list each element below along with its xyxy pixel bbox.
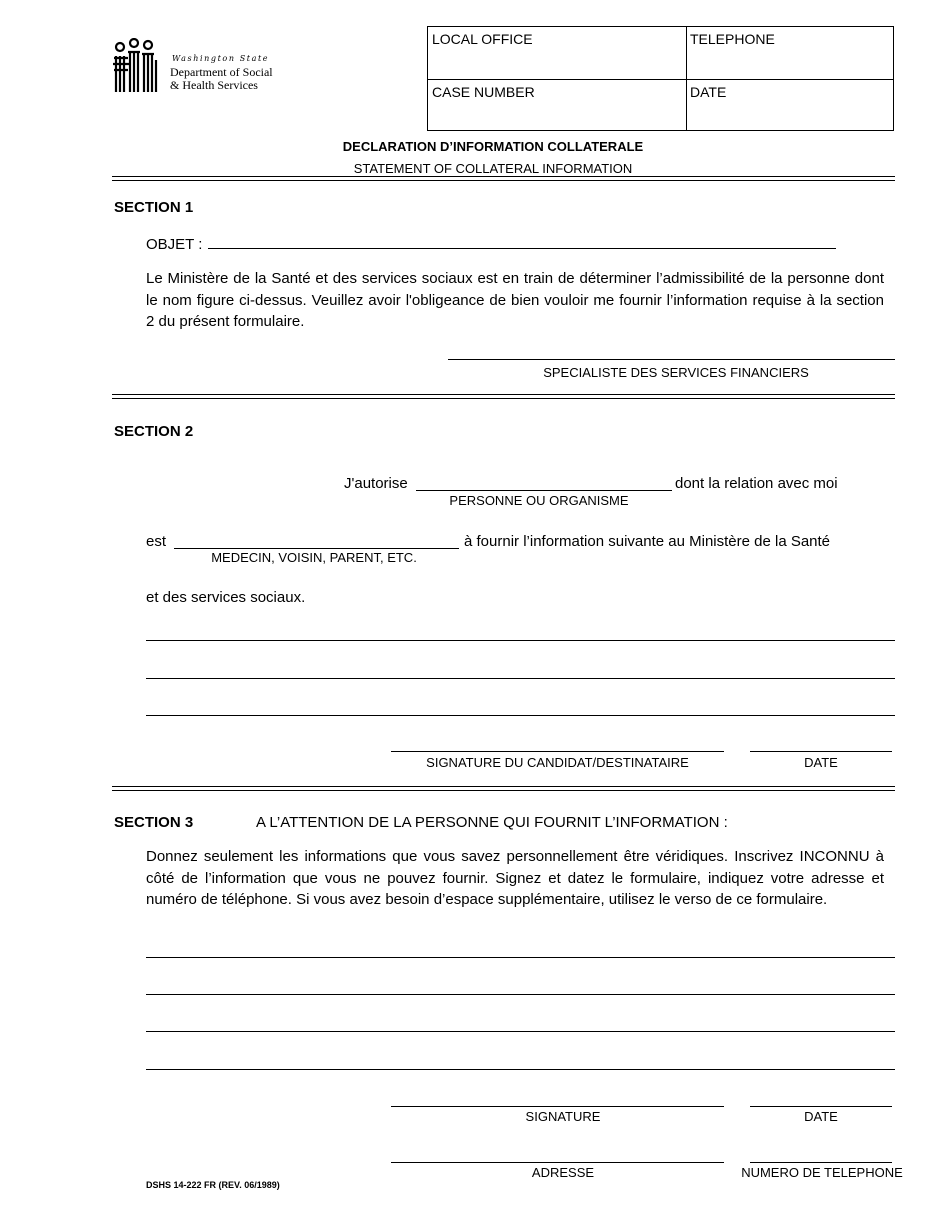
- section-1-divider: [112, 394, 895, 399]
- specialist-signature-line[interactable]: [448, 359, 895, 360]
- local-office-label: LOCAL OFFICE: [432, 31, 533, 47]
- response-line[interactable]: [146, 1031, 895, 1032]
- applicant-signature-line[interactable]: [391, 751, 724, 752]
- relation-caption: MEDECIN, VOISIN, PARENT, ETC.: [211, 550, 417, 565]
- local-office-field[interactable]: [428, 27, 686, 79]
- section-1-heading: SECTION 1: [114, 199, 194, 216]
- provider-signature-line[interactable]: [391, 1106, 724, 1107]
- information-line[interactable]: [146, 715, 895, 716]
- provide-text: à fournir l’information suivante au Ministère de la Santé: [464, 533, 831, 550]
- authorize-label: J'autorise: [344, 475, 408, 492]
- applicant-date-line[interactable]: [750, 751, 892, 752]
- applicant-signature-caption: SIGNATURE DU CANDIDAT/DESTINATAIRE: [426, 755, 689, 770]
- information-line[interactable]: [146, 678, 895, 679]
- person-organization-caption: PERSONNE OU ORGANISME: [449, 493, 629, 508]
- header-date-label: DATE: [690, 84, 727, 100]
- telephone-label: TELEPHONE: [690, 31, 775, 47]
- specialist-caption: SPECIALISTE DES SERVICES FINANCIERS: [543, 365, 809, 380]
- people-logo-icon: [110, 38, 166, 94]
- est-label: est: [146, 533, 167, 550]
- section-2-divider: [112, 786, 895, 791]
- section-2-heading: SECTION 2: [114, 423, 194, 440]
- response-line[interactable]: [146, 994, 895, 995]
- relation-input-line[interactable]: [174, 548, 459, 549]
- person-organization-input-line[interactable]: [416, 490, 672, 491]
- address-caption: ADRESSE: [531, 1165, 595, 1180]
- services-text: et des services sociaux.: [146, 589, 306, 606]
- objet-label: OBJET :: [146, 236, 203, 253]
- applicant-date-caption: DATE: [804, 755, 838, 770]
- section-1-paragraph: Le Ministère de la Santé et des services sociaux est en train de déterminer l’admissibilité de la personne dont le nom figure ci-dessus. Veuillez avoir l'obligeance de bien vouloir me fournir l’information requise à la section 2 du présent formulaire.: [146, 270, 884, 330]
- form-number: DSHS 14-222 FR (REV. 06/1989): [146, 1180, 280, 1190]
- logo-department-name: Department of Social & Health Services: [170, 65, 273, 92]
- address-line[interactable]: [391, 1162, 724, 1163]
- case-number-field[interactable]: [428, 80, 686, 130]
- response-line[interactable]: [146, 1069, 895, 1070]
- response-line[interactable]: [146, 957, 895, 958]
- logo-state-text: Washington State: [172, 54, 270, 63]
- information-line[interactable]: [146, 640, 895, 641]
- telephone-field[interactable]: [686, 27, 893, 79]
- form-title-fr: DECLARATION D’INFORMATION COLLATERALE: [342, 139, 644, 154]
- provider-date-line[interactable]: [750, 1106, 892, 1107]
- header-info-box: [427, 26, 894, 131]
- provider-signature-caption: SIGNATURE: [525, 1109, 601, 1124]
- provider-date-caption: DATE: [804, 1109, 838, 1124]
- header-date-field[interactable]: [686, 80, 893, 130]
- section-3-paragraph: Donnez seulement les informations que vous savez personnellement être véridiques. Inscrivez INCONNU à côté de l’information que vous ne pouvez fournir. Signez et datez le formulaire, indiquez votre adresse et numéro de téléphone. Si vous avez besoin d’espace supplémentaire, utilisez le verso de ce formulaire.: [146, 848, 884, 908]
- attention-text: A L’ATTENTION DE LA PERSONNE QUI FOURNIT L’INFORMATION :: [256, 814, 728, 831]
- section-3-heading: SECTION 3: [114, 814, 194, 831]
- title-divider: [112, 176, 895, 181]
- case-number-label: CASE NUMBER: [432, 84, 535, 100]
- objet-input-line[interactable]: [208, 248, 836, 249]
- form-title-en: STATEMENT OF COLLATERAL INFORMATION: [353, 161, 633, 176]
- phone-caption: NUMERO DE TELEPHONE: [741, 1165, 903, 1180]
- dshs-logo: [110, 38, 280, 98]
- phone-line[interactable]: [750, 1162, 892, 1163]
- relation-text: dont la relation avec moi: [675, 475, 838, 492]
